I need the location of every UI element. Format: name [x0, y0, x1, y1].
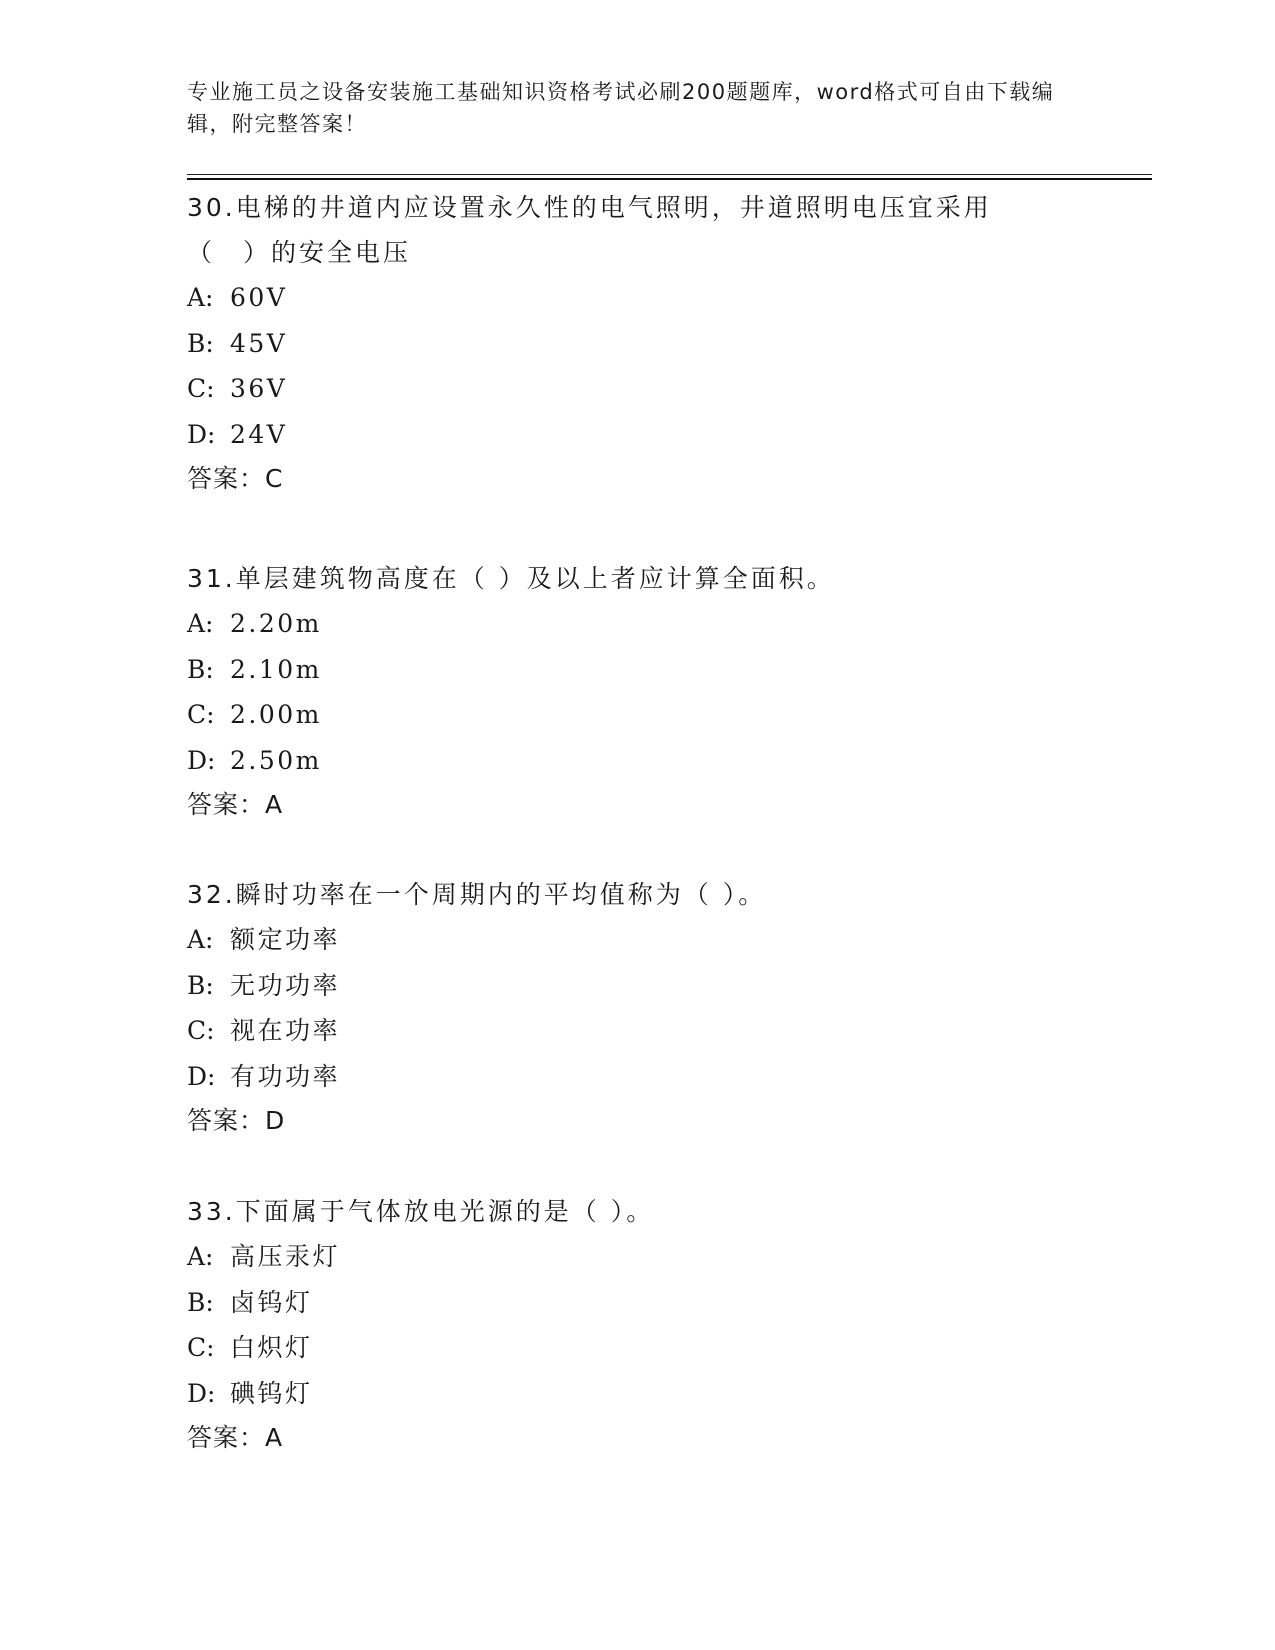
option-a	[187, 1234, 1067, 1280]
option-text: 有功功率	[230, 1061, 341, 1091]
answer-label: 答案：C	[187, 464, 284, 494]
option-c	[187, 1325, 1067, 1371]
option-letter: A:	[187, 609, 214, 638]
question-stem: 33.下面属于气体放电光源的是（ ）。	[187, 1197, 655, 1226]
option-text: 36V	[230, 374, 288, 404]
option-text: 碘钨灯	[230, 1378, 313, 1408]
option-text: 2.00m	[230, 700, 322, 730]
option-letter: B:	[187, 654, 214, 684]
option-text: 白炽灯	[230, 1333, 313, 1363]
option-b	[187, 963, 1067, 1009]
option-b	[187, 647, 1067, 693]
option-letter: C:	[187, 1333, 215, 1363]
option-c	[187, 1008, 1067, 1054]
option-text: 高压汞灯	[230, 1242, 341, 1271]
option-d	[187, 738, 1067, 784]
option-text: 卤钨灯	[230, 1287, 313, 1317]
option-letter: C:	[187, 1016, 215, 1046]
option-letter: B:	[187, 328, 214, 358]
answer-label: 答案：D	[187, 1106, 286, 1136]
question-stem: 32.瞬时功率在一个周期内的平均值称为（ ）。	[187, 880, 767, 909]
option-text: 2.10m	[230, 654, 322, 684]
document-header	[187, 76, 1067, 140]
option-text: 无功功率	[230, 970, 341, 1000]
question-32	[187, 872, 1067, 1143]
option-letter: B:	[187, 1287, 214, 1317]
option-letter: D:	[187, 745, 216, 775]
option-text: 24V	[230, 419, 288, 449]
option-text: 2.50m	[230, 745, 322, 775]
option-a	[187, 917, 1067, 963]
option-letter: D:	[187, 1378, 216, 1408]
option-text: 60V	[230, 283, 288, 312]
answer-label: 答案：A	[187, 790, 284, 820]
option-text: 额定功率	[230, 925, 341, 954]
option-a	[187, 601, 1067, 647]
option-text: 45V	[230, 328, 288, 358]
option-letter: C:	[187, 700, 215, 730]
question-31	[187, 556, 1067, 827]
option-letter: A:	[187, 283, 214, 312]
option-letter: A:	[187, 1242, 214, 1271]
option-letter: C:	[187, 374, 215, 404]
option-b	[187, 321, 1067, 367]
question-stem: 30.电梯的井道内应设置永久性的电气照明，井道照明电压宜采用（ ）的安全电压	[187, 193, 992, 267]
option-text: 视在功率	[230, 1016, 341, 1046]
option-letter: A:	[187, 925, 214, 954]
header-title: 专业施工员之设备安装施工基础知识资格考试必刷200题题库，word格式可自由下载编辑，附完整答案！	[187, 80, 1055, 136]
option-d	[187, 1371, 1067, 1417]
question-30	[187, 185, 1067, 501]
option-c	[187, 692, 1067, 738]
option-d	[187, 412, 1067, 458]
option-letter: B:	[187, 970, 214, 1000]
option-a	[187, 275, 1067, 321]
option-letter: D:	[187, 1061, 216, 1091]
answer-label: 答案：A	[187, 1423, 284, 1453]
option-text: 2.20m	[230, 609, 322, 638]
header-divider-thin	[187, 174, 1152, 175]
option-c	[187, 366, 1067, 412]
option-b	[187, 1280, 1067, 1326]
option-d	[187, 1054, 1067, 1100]
header-divider-thick	[187, 178, 1152, 180]
question-33	[187, 1189, 1067, 1460]
option-letter: D:	[187, 419, 216, 449]
question-stem: 31.单层建筑物高度在（ ）及以上者应计算全面积。	[187, 564, 835, 593]
